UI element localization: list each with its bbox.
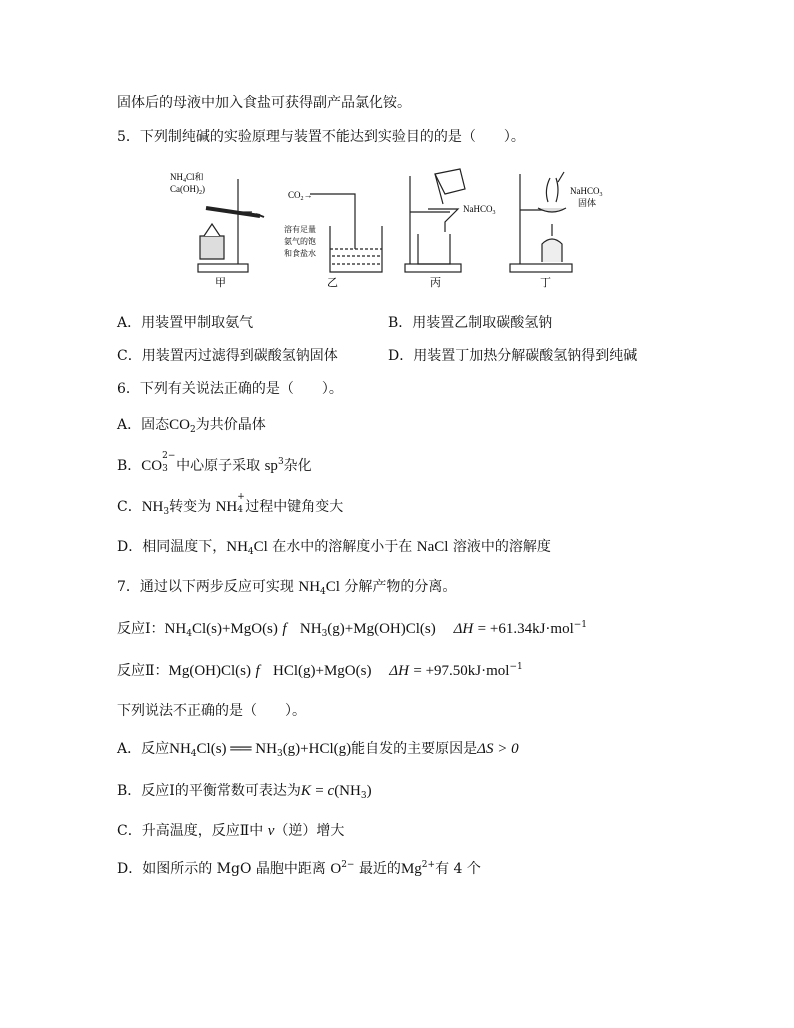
label-nahco3-bing: NaHCO$_3$ [463,204,496,216]
q5-stem: 5．下列制纯碱的实验原理与装置不能达到实验目的的是（ ）。 [117,129,525,145]
q7-reaction-1: 反应Ⅰ：$NH_4Cl(s)+MgO(s)$ f $NH_3(g)+Mg(OH)Cl(s)$ ΔH = +61.34kJ·mol$^{-1}$ [117,620,588,639]
apparatus-yi [310,194,382,272]
label-nh4cl: $NH_4Cl$和 [170,172,204,184]
caption-ding: 丁 [540,277,551,289]
q6-option-d: D．相同温度下，$NH_4Cl$ 在水中的溶解度小于在 NaCl 溶液中的溶解度 [117,539,551,557]
q7-stem: 7．通过以下两步反应可实现 $NH_4Cl$ 分解产物的分离。 [117,579,457,597]
q6-option-b: B．CO 2− 3 中心原子采取 $sp^3$杂化 [117,451,312,474]
caption-yi: 乙 [327,277,338,289]
label-nahco3-ding: NaHCO$_3$ [570,186,603,198]
label-brine-1: 溶有足量 [284,225,316,234]
q5-option-a: A．用装置甲制取氨气 [117,315,254,331]
apparatus-ding [510,172,572,272]
q6-option-a: A．固态$CO_2$为共价晶体 [117,417,266,435]
apparatus-jia [198,179,264,272]
q7-option-b: B．反应Ⅰ的平衡常数可表达为$K = c(NH_3)$ [117,783,372,801]
q5-option-d: D．用装置丁加热分解碳酸氢钠得到纯碱 [388,348,638,364]
label-solid: 固体 [578,198,597,208]
label-caoh2: $Ca(OH)_2$) [170,184,205,196]
caption-jia: 甲 [215,277,226,289]
label-co2: $CO_2\to$ [288,190,313,202]
intro-tail-text: 固体后的母液中加入食盐可获得副产品氯化铵。 [117,95,411,111]
apparatus-bing [405,169,465,272]
q5-option-b: B．用装置乙制取碳酸氢钠 [388,315,553,331]
q7-option-c: C．升高温度，反应Ⅱ中 v（逆）增大 [117,823,345,839]
q7-ask: 下列说法不正确的是（ ）。 [117,703,306,719]
q5-option-c: C．用装置丙过滤得到碳酸氢钠固体 [117,348,338,364]
q7-option-a: A．反应$NH_4Cl(s)$ ══ $NH_3(g)+HCl(g)$能自发的主要原因是ΔS > 0 [117,741,519,759]
q6-stem: 6．下列有关说法正确的是（ ）。 [117,381,343,397]
label-brine-3: 和食盐水 [284,249,316,258]
label-brine-2: 氨气的饱 [284,237,316,246]
q5-apparatus-figure [160,164,603,294]
q7-option-d: D．如图所示的 MgO 晶胞中距离 $O^{2-}$ 最近的$Mg^{2+}$有 4 个 [117,860,481,877]
q6-option-c: C．$NH_3$转变为 NH + 4 过程中键角变大 [117,492,344,517]
caption-bing: 丙 [430,277,441,289]
q7-reaction-2: 反应Ⅱ：Mg(OH)Cl(s) f HCl(g)+MgO(s) ΔH = +97.50kJ·mol$^{-1}$ [117,662,523,679]
